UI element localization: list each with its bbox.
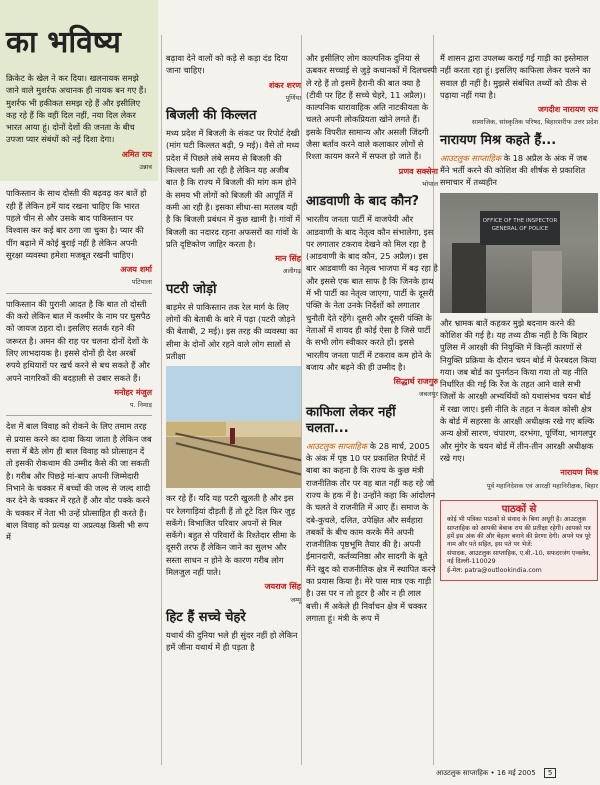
letter-signature: प्रणव सक्सेना: [398, 166, 438, 176]
letter-paragraph: और इसीलिए लोग काल्पनिक दुनिया से ऊबकर सच्चाई से जुड़े कथानकों में दिलचस्पी ले रहे हैं तो इसमें हैरानी की बात क्या है (टीवी पर हिट हैं सच्चे चेहरे, 11 अप्रैल)। काल्पनिक धारावाहिक अति नाटकीयता के चलते अपनी लोकप्रियता खोने लगते हैं। इसके विपरीत सामान्य और असली जिंदगी जैसा बर्ताव करने वाले कलाकार लोगों से रिश्ता कायम करने में सफल हो जाते हैं।: [306, 53, 437, 162]
letter-paragraph: [440, 152, 598, 189]
letter-place: पूर्व महानिदेशक एवं आरक्षी महानिरीक्षक, बिहार: [486, 481, 598, 490]
footer-magazine: आउटलुक साप्ताहिक: [436, 769, 489, 777]
column-1: [0, 0, 158, 546]
letter-heading: नारायण मिश्र कहते हैं...: [440, 132, 557, 148]
letter-paragraph: बाड़मेर से पाकिस्तान तक रेल मार्ग के लिए लोगों की बेताबी के बारे में पढ़ा (पटरी जोड़ने की बेताबी, 2 मई)। इस तरह की व्यवस्था का सीमा के दोनों ओर रहने वाले लोग सालों से प्रतीक्षा: [166, 301, 298, 361]
letter-signature: सिद्धार्थ राजगुरु: [393, 377, 438, 387]
letter-signature: अमित राय: [121, 149, 152, 159]
letter-paragraph: बढ़ावा देने वालों को कड़े से कड़ा दंड दिया जाना चाहिए।: [166, 53, 288, 76]
letter-paragraph: और भ्रामक बातें कहकर मुझे बदनाम करने की कोशिश की गई है। यह तथ्य ठीक नहीं है कि बिहार पुलिस में आरक्षी की नियुक्ति में किन्हीं कारणों से नियुक्ति प्रक्रिया के दौरान चयन बोर्ड में फेरबदल किया गया। जब बोर्ड का पुनर्गठन किया गया तो यह नीति निर्धारित की गई कि रेंज के तहत आने वाले सभी जिलों के आरक्षी अभ्यर्थियों को यथासंभव चयन बोर्ड में रखा जाए। इसी नीति के तहत न केवल कोसी क्षेत्र के बोर्ड में सहरसा के आरक्षी अधीक्षक रखे गए बल्कि अन्य क्षेत्रों सारण, चंपारण, दरभंगा, पूर्णिया, भागलपुर और मुंगेर के चयन बोर्ड में तीन-तीन आरक्षी अधीक्षक रखे गए।: [440, 317, 597, 463]
letter-place: सामाजिक, सांस्कृतिक परिषद, बिहारशरीफ उत्तर प्रदेश: [471, 118, 598, 127]
page-footer: आउटलुक साप्ताहिक • 16 मई 2005 5: [436, 768, 594, 778]
photo-sign-text: OFFICE OF THE INSPECTOR GENERAL OF POLICE: [482, 217, 558, 232]
letter-paragraph: क्रिकेट के खेल ने कर दिया। खलनायक समझे जाने वाले मुशर्रफ अचानक ही नायक बन गए हैं। मुशर्रफ भी हकीकत समझ रहे हैं और इसीलिए कह रहे हैं कि वहीं दिल नहीं, नया दिल लेकर भारत आया हूं। दोनों देशों की जनता के बीच उपजा प्यार संबंधों को नई दिशा देगा।: [6, 73, 147, 145]
letters-title: पाठकों से: [501, 503, 537, 515]
column-3: [302, 0, 438, 627]
letter-paragraph: मध्य प्रदेश में बिजली के संकट पर रिपोर्ट देखी (मांग घटी किल्लत बढ़ी, 9 मई)। वैसे तो मध्य प्रदेश में पिछले लंबे समय से बिजली की किल्लत चली आ रही है लेकिन यह अजीब बात है कि राज्य में बिजली की मांग कम होने के समय भी लोगों को बिजली की आपूर्ति में कमी आ रही है। इसका सीधा-सा मतलब यही है कि बिजली प्रबंधन में कुछ खामी है। गांवों में बिजली का नदारद रहना अफसरों का गांवों के प्रति दृष्टिकोण जाहिर करता है।: [166, 128, 301, 249]
letter-text: के 28 मार्च, 2005 के अंक में पृष्ठ 10 पर प्रकाशित रिपोर्ट में बाबा का कहना है कि राज्य के कुछ मंत्री राजनीतिक तौर पर वह बात नहीं कह रहे जो राज्य के हक में है। उन्होंने कहा कि आंदोलन के चलते वे राजनीति में आए हैं। समाज के दबे-कुचले, दलित, उपेक्षित और सर्वहारा तबकों के बीच काम करके मैंने अपनी राजनीतिक पृष्ठभूमि तैयार की है। अपनी ईमानदारी, कर्तव्यनिष्ठा और सादगी के बूते मैंने खुद को राजनीतिक क्षेत्र में स्थापित करने का प्रयास किया है। मेरे पास मात्र एक गाड़ी है। उस पर न तो हूटर है और न ही लाल बत्ती। मैं अकेले ही निर्वाचन क्षेत्र में चक्कर लगाता हूं। मंत्री के रूप में: [306, 440, 436, 623]
letter-signature: जयराज सिंह: [264, 582, 301, 592]
letter-place: जबलपुर: [418, 390, 438, 399]
letter-paragraph: यथार्थ की दुनिया भले ही सुंदर नहीं हो लेकिन हमें जीना यथार्थ में ही पड़ता है: [166, 629, 298, 653]
letter-signature: नारायण मिश्र: [560, 468, 598, 478]
letter-paragraph: भारतीय जनता पार्टी में वाजपेयी और आडवाणी के बाद नेतृत्व कौन संभालेगा, इस पर लगातार टकराव देखने को मिल रहा है (आडवाणी के बाद कौन, 25 अप्रैल)। इस बार आडवाणी का नेतृत्व भाजपा में बढ़ रहा है और इससे एक बात साफ है कि जिनके हाथ में भी पार्टी का नेतृत्व जाएगा, पार्टी के दूसरी पंक्ति के नेता उनके निर्देशों को लगातार चुनौती देते रहेंगे। दूसरी और दूसरी पंक्ति के नेताओं में शायद ही कोई ऐसा है जिसे पार्टी के सभी लोग स्वीकार करते हों। इससे भारतीय जनता पार्टी में टकराव कम होने के बजाय और बढ़ने की ही उम्मीद है।: [306, 214, 438, 372]
letter-signature: शंकर शरण: [268, 80, 301, 90]
letter-place: पटियाला: [131, 278, 152, 287]
letter-paragraph: मैं शासन द्वारा उपलब्ध कराई गई गाड़ी का इस्तेमाल नहीं करता रहा हूं। इसलिए काफिला लेकर चलने का सवाल ही नहीं है। मुझसे संबंधित तथ्यों को ठीक से पढ़ाया नहीं गया है।: [440, 53, 591, 100]
letters-address: संपादक, आउटलुक साप्ताहिक, ए.बी.-10, सफदरजंग एन्क्लेव, नई दिल्ली-110029: [447, 549, 591, 566]
letter-heading: पटरी जोड़ो: [166, 281, 217, 297]
letter-heading: आडवाणी के बाद कौन?: [306, 194, 419, 210]
letters-body: कोई भी पत्रिका पाठकों से संवाद के बिना अधूरी है। आउटलुक साप्ताहिक को आपकी बेबाक राय की प्रतीक्षा रहेगी। आपको पत्र हमें इस अंक की और बेहतर बनाने की प्रेरणा देगी। अपने पत्र पूरे नाम और पते सहित, इस पते पर भेजें:: [447, 516, 591, 549]
letter-heading: हिट हैं सच्चे चेहरे: [166, 609, 246, 625]
letter-signature: मान सिंह: [275, 254, 301, 264]
letter-place: जम्मू: [290, 595, 301, 604]
letter-place: प. निमाड़: [129, 401, 152, 410]
letter-place: पूर्णिया: [285, 93, 301, 102]
magazine-name: आउटलुक साप्ताहिक: [440, 152, 502, 163]
letters-email: ई-मेल: patra@outlookindia.com: [447, 566, 542, 574]
letter-place: उन्नाव: [139, 163, 152, 172]
letter-signature: जगदीश नारायण राय: [537, 105, 598, 115]
intro-box: [0, 0, 158, 181]
letter-text: के 18 अप्रैल के अंक में जब मैंने भर्ती करने की कोशिश की शीर्षक से प्रकाशित समाचार में तथ्यहीन: [440, 152, 588, 188]
page-headline: का भविष्य: [6, 25, 121, 60]
letter-paragraph: कर रहे हैं। यदि यह पटरी खुलती है और इस पर रेलगाड़ियां दौड़ती हैं तो टूटे दिल फिर जुड़ सकेंगे। विभाजित परिवार अपनों से मिल सकेंगे। बहुत से परिवारों के रिश्तेदार सीमा के दूसरी तरफ हैं लेकिन जाने का सुलभ और सस्ता साधन न होने के कारण गरीब लोग मिलजुल नहीं पाते।: [166, 493, 296, 578]
letter-paragraph: [306, 440, 438, 624]
letters-box: [440, 500, 598, 581]
letter-signature: मनोहर मंजुल: [114, 387, 152, 397]
police-office-photo: [440, 193, 598, 313]
divider: [6, 415, 152, 416]
divider: [6, 293, 152, 294]
letter-paragraph: देश में बाल विवाह को रोकने के लिए तमाम तरह से प्रयास करने का दावा किया जाता है लेकिन जब सत्ता में बैठे लोग ही बाल विवाह को प्रोत्साहन दें तो इसकी रोकथाम की उम्मीद कैसे की जा सकती है। गरीब और पिछड़े मां-बाप अपनी जिम्मेदारी निभाने के चक्कर में बच्चों की जल्द से जल्द शादी कर देने के चक्कर में रहते हैं और वोट पक्के करने के चक्कर में नेता भी उन्हें प्रोत्साहित ही करते हैं। बाल विवाह को प्रत्यक्ष या अप्रत्यक्ष किसी भी रूप में: [6, 421, 152, 543]
letter-signature: अजय शर्मा: [120, 265, 152, 275]
railway-photo: [166, 366, 301, 488]
page-number: 5: [544, 768, 556, 778]
footer-date: 16 मई 2005: [496, 769, 536, 777]
letter-paragraph: पाकिस्तान के साथ दोस्ती की बढ़वढ़ कर बातें हो रही हैं लेकिन हमें याद रखना चाहिए कि भारत पहले चीन से और उसके बाद पाकिस्तान पर विश्वास कर कई बार ठगा जा चुका है। प्यार की पींग बढ़ाने में कोई बुराई नहीं है लेकिन अपनी सुरक्षा व्यवस्था हमेशा मजबूत रखनी चाहिए।: [6, 188, 147, 260]
column-4: [436, 0, 598, 581]
letter-heading: बिजली की किल्लत: [166, 108, 257, 124]
column-2: [166, 0, 301, 657]
column-rule: [161, 35, 162, 765]
letter-heading: काफिला लेकर नहीं चलता...: [306, 404, 396, 436]
magazine-name: आउटलुक साप्ताहिक: [306, 440, 368, 451]
letter-paragraph: पाकिस्तान की पुरानी आदत है कि बात तो दोस्ती की करो लेकिन बात में कश्मीर के नाम पर घुसपैठ को जायज ठहरा दो। इसलिए सतर्क रहने की जरूरत है। अमन की राह पर चलना दोनों देशों के लिए लाभदायक है। इससे दोनों ही देश अरबों रुपये हथियारों पर खर्च करने से बच सकते हैं और अपने नागरिकों की बदहाली से उबार सकते हैं।: [6, 298, 151, 383]
letter-place: भोपाल: [421, 179, 438, 188]
letter-place: अलीगढ़: [282, 267, 301, 276]
